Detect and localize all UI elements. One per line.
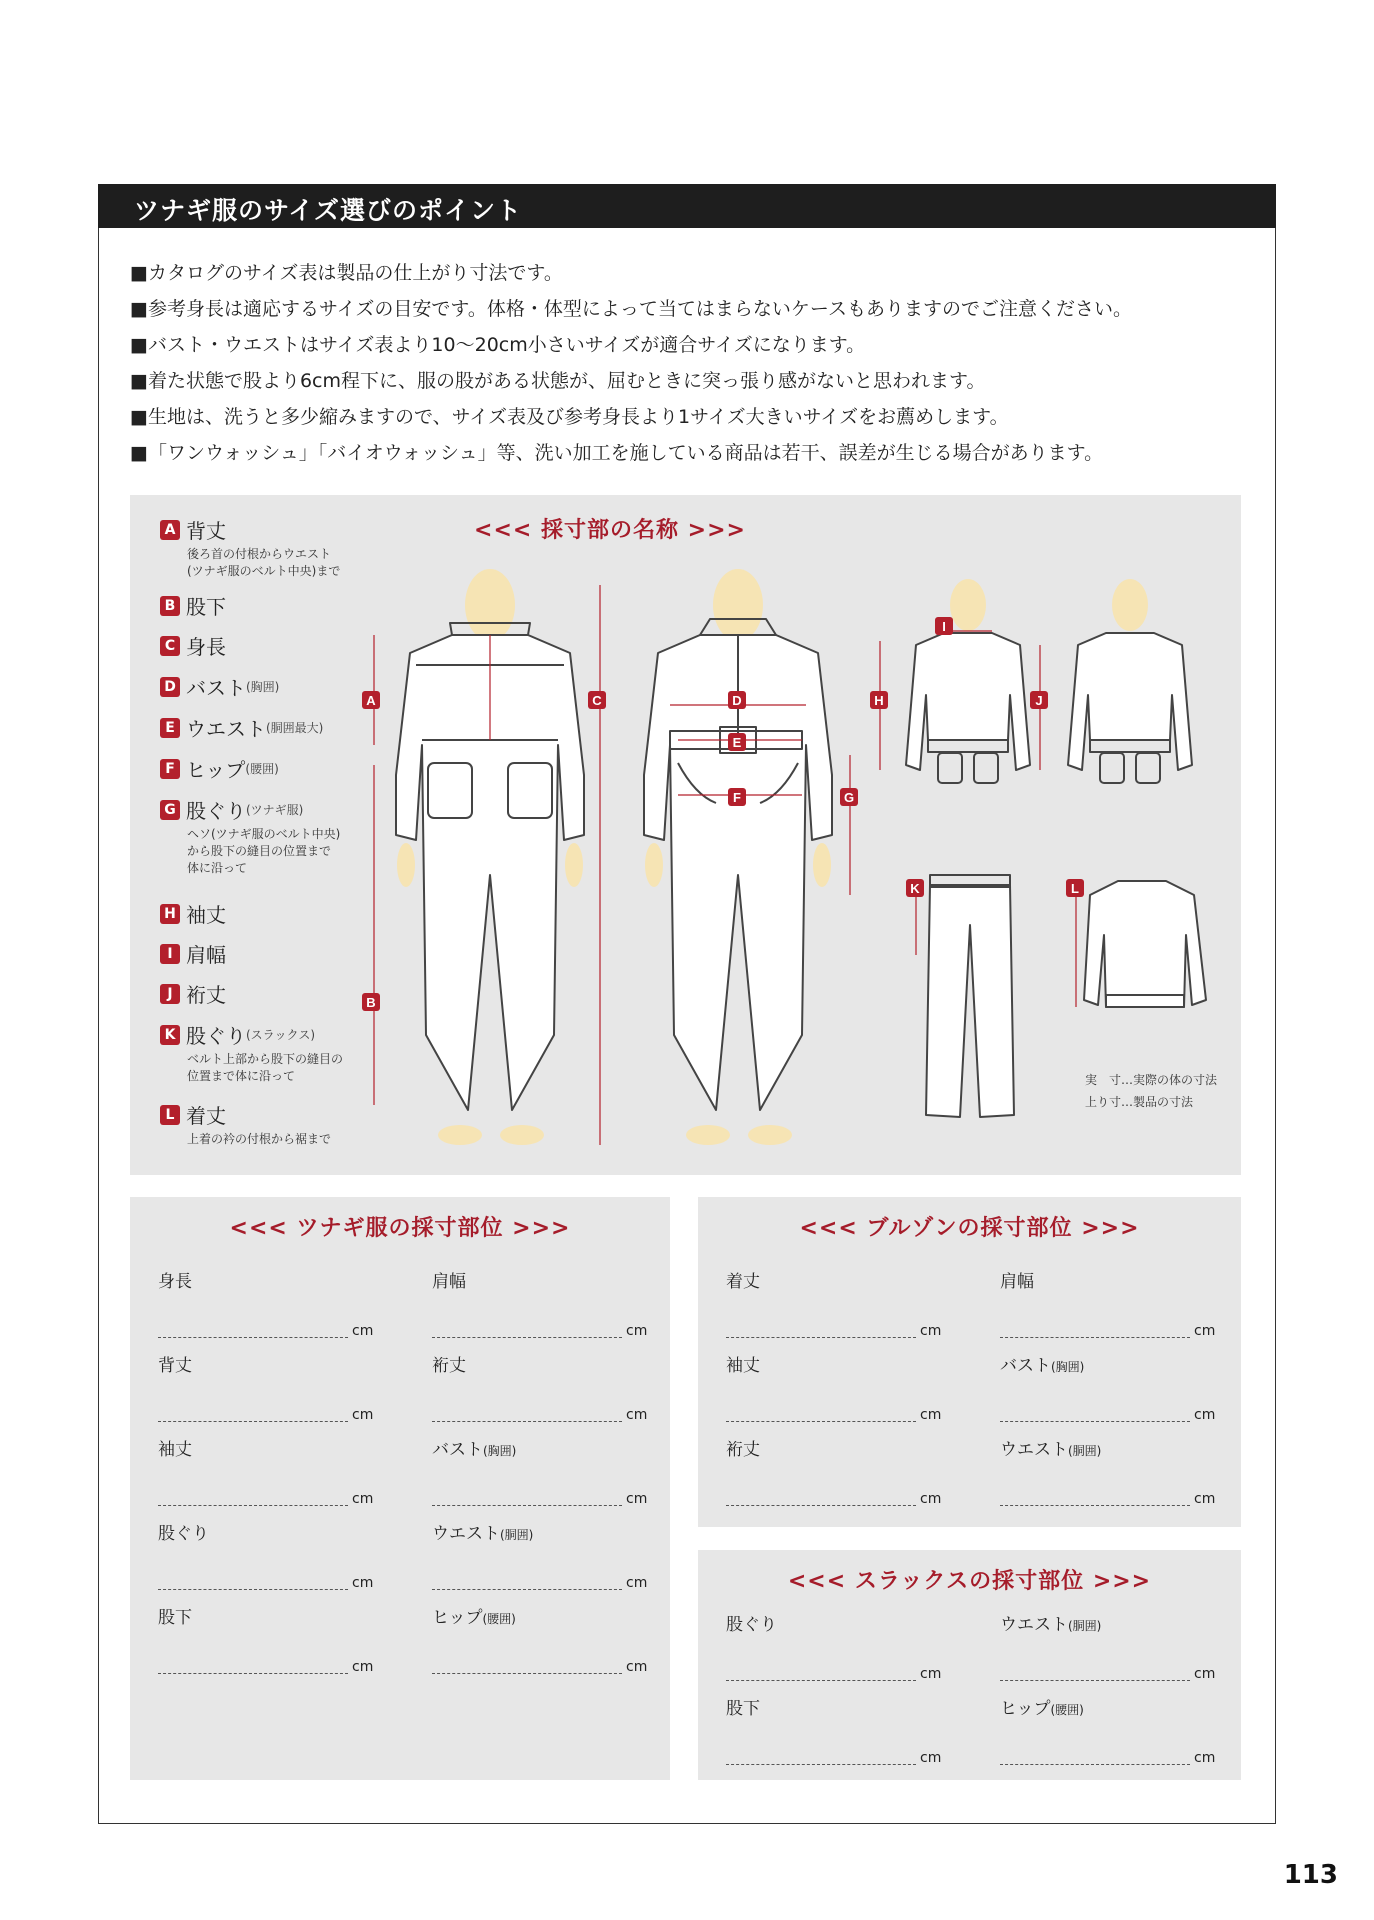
coverall-front-figure: [644, 569, 832, 1145]
input-line[interactable]: [158, 1337, 348, 1338]
field-label: [1000, 1694, 1084, 1719]
unit-label: cm: [626, 1407, 648, 1423]
field-rise: [158, 1519, 374, 1603]
legend-name: バスト: [186, 676, 246, 700]
unit-label: cm: [626, 1491, 648, 1507]
field-label-sub: (胸囲): [483, 1444, 517, 1458]
input-line[interactable]: [432, 1337, 622, 1338]
input-line[interactable]: [726, 1764, 916, 1765]
svg-text:H: H: [874, 693, 884, 708]
unit-label: cm: [352, 1575, 374, 1591]
legend-desc: 上着の衿の付根から裾まで: [187, 1132, 332, 1146]
input-line[interactable]: [158, 1505, 348, 1506]
unit-label: cm: [920, 1323, 942, 1339]
unit-label: cm: [1194, 1666, 1216, 1682]
field-label: 股下: [726, 1699, 760, 1719]
unit-label: cm: [920, 1750, 942, 1766]
field-label: 袖丈: [158, 1440, 192, 1460]
definition-actual: 実 寸…実際の体の寸法: [1084, 1073, 1217, 1087]
svg-text:I: I: [942, 619, 946, 634]
badge-i: I: [160, 944, 180, 964]
field-label: [1000, 1351, 1084, 1376]
field-waist: [1000, 1610, 1216, 1694]
page-number: 113: [1283, 1860, 1338, 1890]
field-label-main: ウエスト: [432, 1524, 500, 1544]
badge-g: G: [160, 800, 180, 820]
badge-k: K: [160, 1025, 180, 1045]
input-line[interactable]: [726, 1680, 916, 1681]
legend-name: 袖丈: [186, 903, 226, 927]
legend-name: ウエスト: [186, 717, 266, 741]
input-line[interactable]: [1000, 1337, 1190, 1338]
svg-text:C: C: [592, 693, 602, 708]
input-line[interactable]: [726, 1337, 916, 1338]
field-label: 身長: [158, 1272, 192, 1292]
legend-name: 身長: [186, 635, 226, 659]
unit-label: cm: [920, 1491, 942, 1507]
unit-label: cm: [352, 1407, 374, 1423]
field-label-sub: (腰囲): [1050, 1703, 1084, 1717]
blouson-front-figure: [1084, 881, 1206, 1007]
unit-label: cm: [626, 1659, 648, 1675]
field-label-main: ヒップ: [1000, 1699, 1051, 1719]
svg-text:B: B: [366, 995, 376, 1010]
definition-finished: 上り寸…製品の寸法: [1084, 1095, 1193, 1109]
input-line[interactable]: [158, 1589, 348, 1590]
blouson-back-figure-1: [906, 579, 1030, 783]
legend-sub: (スラックス): [246, 1028, 316, 1042]
legend-desc: ヘソ(ツナギ服のベルト中央) から股下の縫目の位置まで 体に沿って: [187, 827, 341, 875]
legend-sub: (ツナギ服): [246, 803, 304, 817]
field-label: [432, 1435, 516, 1460]
note-item: ■バスト・ウエストはサイズ表より10〜20cm小さいサイズが適合サイズになります。: [130, 334, 866, 356]
field-shoulder: [1000, 1267, 1216, 1351]
field-label: 肩幅: [432, 1272, 466, 1292]
badge-a: A: [160, 520, 180, 540]
field-label-main: ヒップ: [432, 1608, 483, 1628]
field-bust: [432, 1435, 648, 1519]
legend-name: 裄丈: [186, 983, 226, 1007]
field-label: 股ぐり: [726, 1615, 777, 1635]
field-shoulder: [432, 1267, 648, 1351]
blouson-measure-panel: [698, 1197, 1241, 1527]
input-line[interactable]: [1000, 1421, 1190, 1422]
legend-desc: 後ろ首の付根からウエスト (ツナギ服のベルト中央)まで: [187, 547, 341, 578]
note-item: ■カタログのサイズ表は製品の仕上がり寸法です。: [130, 262, 563, 284]
field-label: 裄丈: [432, 1356, 466, 1376]
badge-b: B: [160, 596, 180, 616]
svg-text:G: G: [843, 790, 855, 805]
badge-e: E: [160, 718, 180, 738]
field-rise: [726, 1610, 942, 1694]
input-line[interactable]: [158, 1421, 348, 1422]
field-inseam: [726, 1694, 942, 1778]
blouson-back-figure-2: [1068, 579, 1192, 783]
slacks-title: <<< スラックスの採寸部位 >>>: [787, 1569, 1152, 1594]
field-sleeve: [726, 1351, 942, 1435]
section-header: [98, 184, 1276, 228]
input-line[interactable]: [158, 1673, 348, 1674]
field-label: [432, 1519, 533, 1544]
legend-desc: ベルト上部から股下の縫目の 位置まで体に沿って: [187, 1052, 344, 1083]
field-label-main: ウエスト: [1000, 1440, 1068, 1460]
input-line[interactable]: [1000, 1680, 1190, 1681]
badge-h: H: [160, 904, 180, 924]
badge-f: F: [160, 759, 180, 779]
field-label: 裄丈: [726, 1440, 760, 1460]
svg-text:L: L: [1071, 881, 1079, 896]
unit-label: cm: [626, 1323, 648, 1339]
field-label-sub: (腰囲): [482, 1612, 516, 1626]
tsunagi-title: <<< ツナギ服の採寸部位 >>>: [229, 1216, 571, 1241]
input-line[interactable]: [1000, 1505, 1190, 1506]
badge-j: J: [160, 984, 180, 1004]
input-line[interactable]: [432, 1505, 622, 1506]
legend-name: 股ぐり: [186, 799, 246, 823]
badge-l: L: [160, 1105, 180, 1125]
legend-name: 背丈: [186, 519, 226, 543]
legend-name: 股下: [186, 595, 226, 619]
field-label: [1000, 1435, 1101, 1460]
notes-list: [130, 255, 1240, 471]
legend-name: 着丈: [186, 1104, 226, 1128]
tsunagi-measure-panel: [130, 1197, 670, 1780]
field-label: 肩幅: [1000, 1272, 1034, 1292]
svg-text:A: A: [366, 693, 376, 708]
svg-text:K: K: [910, 881, 920, 896]
field-label-main: バスト: [1000, 1356, 1051, 1376]
unit-label: cm: [920, 1666, 942, 1682]
note-item: ■着た状態で股より6cm程下に、服の股がある状態が、屈むときに突っ張り感がないと思われます。: [130, 370, 986, 392]
badge-d: D: [160, 677, 180, 697]
field-hip: [432, 1603, 648, 1687]
svg-text:J: J: [1035, 693, 1043, 708]
legend-sub: (胴囲最大): [266, 721, 324, 735]
field-label: 背丈: [158, 1356, 192, 1376]
unit-label: cm: [920, 1407, 942, 1423]
field-back-length: [158, 1351, 374, 1435]
section-title: ツナギ服のサイズ選びのポイント: [134, 196, 523, 225]
field-label-main: ウエスト: [1000, 1615, 1068, 1635]
measurement-diagram-panel: [130, 495, 1241, 1175]
input-line[interactable]: [432, 1673, 622, 1674]
garment-illustrations: [130, 495, 1241, 1175]
slacks-measure-panel: [698, 1550, 1241, 1780]
field-label: 袖丈: [726, 1356, 760, 1376]
field-label-sub: (胴囲): [1068, 1444, 1102, 1458]
field-inseam: [158, 1603, 374, 1687]
field-sleeve: [158, 1435, 374, 1519]
field-length: [726, 1267, 942, 1351]
field-hip: [1000, 1694, 1216, 1778]
field-label: 股下: [158, 1608, 192, 1628]
field-label: [1000, 1610, 1101, 1635]
unit-label: cm: [352, 1323, 374, 1339]
legend-name: 肩幅: [186, 943, 226, 967]
unit-label: cm: [1194, 1407, 1216, 1423]
note-item: ■「ワンウォッシュ」「バイオウォッシュ」等、洗い加工を施している商品は若干、誤差が生じる場合があります。: [130, 442, 1104, 464]
legend-name: ヒップ: [186, 758, 246, 782]
unit-label: cm: [626, 1575, 648, 1591]
input-line[interactable]: [432, 1589, 622, 1590]
field-label-sub: (胸囲): [1051, 1360, 1085, 1374]
badge-c: C: [160, 636, 180, 656]
diagram-title: <<< 採寸部の名称 >>>: [474, 518, 746, 543]
field-yuki: [432, 1351, 648, 1435]
field-bust: [1000, 1351, 1216, 1435]
field-label: 股ぐり: [158, 1524, 209, 1544]
field-label: 着丈: [726, 1272, 760, 1292]
field-yuki: [726, 1435, 942, 1519]
unit-label: cm: [352, 1659, 374, 1675]
field-label-main: バスト: [432, 1440, 483, 1460]
slacks-figure: [926, 875, 1014, 1117]
note-item: ■参考身長は適応するサイズの目安です。体格・体型によって当てはまらないケースもありますのでご注意ください。: [130, 298, 1132, 320]
field-waist: [1000, 1435, 1216, 1519]
input-line[interactable]: [726, 1505, 916, 1506]
field-label: [432, 1603, 516, 1628]
unit-label: cm: [352, 1491, 374, 1507]
input-line[interactable]: [1000, 1764, 1190, 1765]
unit-label: cm: [1194, 1491, 1216, 1507]
legend-name: 股ぐり: [186, 1024, 246, 1048]
blouson-title: <<< ブルゾンの採寸部位 >>>: [799, 1216, 1140, 1241]
unit-label: cm: [1194, 1323, 1216, 1339]
field-waist: [432, 1519, 648, 1603]
legend-sub: (腰囲): [245, 762, 279, 776]
measurement-definitions: [1085, 1069, 1217, 1113]
svg-text:D: D: [732, 693, 742, 708]
field-height: [158, 1267, 374, 1351]
field-label-sub: (胴囲): [1068, 1619, 1102, 1633]
legend-sub: (胸囲): [246, 680, 280, 694]
unit-label: cm: [1194, 1750, 1216, 1766]
svg-text:E: E: [732, 735, 742, 750]
input-line[interactable]: [432, 1421, 622, 1422]
input-line[interactable]: [726, 1421, 916, 1422]
svg-text:F: F: [733, 790, 741, 805]
field-label-sub: (胴囲): [500, 1528, 534, 1542]
note-item: ■生地は、洗うと多少縮みますので、サイズ表及び参考身長より1サイズ大きいサイズをお薦めします。: [130, 406, 1009, 428]
